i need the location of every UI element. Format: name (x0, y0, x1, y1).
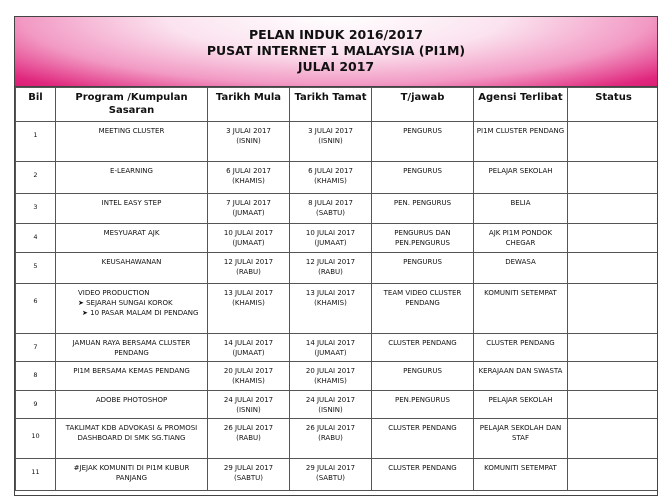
cell-bil: 9 (16, 391, 56, 419)
col-header-tjawab: T/jawab (372, 88, 474, 122)
date: 20 JULAI 2017 (305, 367, 356, 375)
day: (SABTU) (315, 209, 346, 217)
day: (KHAMIS) (232, 299, 265, 307)
cell-bil: 2 (16, 162, 56, 194)
cell-tarikh-mula (208, 122, 290, 162)
cell-tarikh-mula (208, 162, 290, 194)
cell-agensi: KERAJAAN DAN SWASTA (474, 362, 568, 391)
cell-bil: 4 (16, 224, 56, 253)
table-row (16, 224, 659, 253)
date: 13 JULAI 2017 (223, 289, 274, 297)
cell-status (568, 122, 659, 162)
cell-tarikh-tamat (290, 253, 372, 284)
header-banner (15, 17, 657, 87)
date: 12 JULAI 2017 (305, 258, 356, 266)
cell-program: MEETING CLUSTER (56, 122, 208, 162)
date: 20 JULAI 2017 (223, 367, 274, 375)
date: 12 JULAI 2017 (223, 258, 274, 266)
table-row (16, 122, 659, 162)
day: (KHAMIS) (232, 177, 265, 185)
date: 13 JULAI 2017 (305, 289, 356, 297)
cell-bil: 11 (16, 459, 56, 491)
cell-tjawab: PEN. PENGURUS (372, 194, 474, 224)
day: (JUMAAT) (232, 239, 265, 247)
subitem-wrap (78, 309, 198, 317)
day: (KHAMIS) (314, 177, 347, 185)
cell-tarikh-mula (208, 459, 290, 491)
cell-tjawab: TEAM VIDEO CLUSTER PENDANG (372, 284, 474, 334)
program-subitem: 10 PASAR MALAM DI PENDANG (90, 309, 199, 317)
title-line-1: PELAN INDUK 2016/2017 (249, 27, 423, 42)
cell-bil: 7 (16, 334, 56, 362)
cell-tarikh-tamat (290, 419, 372, 459)
date: 29 JULAI 2017 (223, 464, 274, 472)
cell-tjawab: CLUSTER PENDANG (372, 459, 474, 491)
cell-bil: 8 (16, 362, 56, 391)
cell-tjawab: PENGURUS (372, 253, 474, 284)
col-header-tarikh-tamat: Tarikh Tamat (290, 88, 372, 122)
table-row (16, 162, 659, 194)
day: (ISNIN) (236, 406, 261, 414)
cell-bil: 1 (16, 122, 56, 162)
cell-program: JAMUAN RAYA BERSAMA CLUSTER PENDANG (56, 334, 208, 362)
table-row (16, 284, 659, 334)
cell-program: TAKLIMAT KDB ADVOKASI & PROMOSI DASHBOARD DI SMK SG.TIANG (56, 419, 208, 459)
day: (RABU) (318, 434, 343, 442)
day: (RABU) (236, 268, 261, 276)
arrow-bullet-icon: ➤ (78, 299, 84, 307)
table-row (16, 419, 659, 459)
cell-tarikh-tamat (290, 122, 372, 162)
cell-status (568, 224, 659, 253)
date: 10 JULAI 2017 (305, 229, 356, 237)
cell-tarikh-tamat (290, 224, 372, 253)
cell-tarikh-tamat (290, 391, 372, 419)
cell-status (568, 391, 659, 419)
cell-status (568, 194, 659, 224)
cell-tarikh-tamat (290, 194, 372, 224)
day: (SABTU) (233, 474, 264, 482)
cell-status (568, 459, 659, 491)
header-row (16, 88, 659, 122)
table-row (16, 362, 659, 391)
day: (KHAMIS) (232, 377, 265, 385)
cell-tjawab: PENGURUS (372, 122, 474, 162)
document-sheet (14, 16, 658, 496)
cell-tjawab: PEN.PENGURUS (372, 391, 474, 419)
date: 14 JULAI 2017 (223, 339, 274, 347)
date: 3 JULAI 2017 (226, 127, 271, 135)
table-row (16, 194, 659, 224)
cell-tarikh-mula (208, 194, 290, 224)
date: 6 JULAI 2017 (226, 167, 271, 175)
date: 10 JULAI 2017 (223, 229, 274, 237)
day: (ISNIN) (318, 137, 343, 145)
date: 3 JULAI 2017 (308, 127, 353, 135)
date: 29 JULAI 2017 (305, 464, 356, 472)
cell-agensi: CLUSTER PENDANG (474, 334, 568, 362)
date: 7 JULAI 2017 (226, 199, 271, 207)
cell-program: ADOBE PHOTOSHOP (56, 391, 208, 419)
cell-program: E-LEARNING (56, 162, 208, 194)
cell-agensi: DEWASA (474, 253, 568, 284)
program-title: VIDEO PRODUCTION (78, 289, 150, 297)
day: (KHAMIS) (314, 299, 347, 307)
day: (RABU) (318, 268, 343, 276)
date: 26 JULAI 2017 (305, 424, 356, 432)
cell-tjawab: PENGURUS (372, 362, 474, 391)
cell-tarikh-mula (208, 362, 290, 391)
cell-status (568, 253, 659, 284)
cell-agensi: AJK PI1M PONDOK CHEGAR (474, 224, 568, 253)
title-line-2: PUSAT INTERNET 1 MALAYSIA (PI1M) (206, 43, 466, 58)
cell-tarikh-tamat (290, 362, 372, 391)
date: 14 JULAI 2017 (305, 339, 356, 347)
day: (JUMAAT) (232, 209, 265, 217)
program-subitem: SEJARAH SUNGAI KOROK (86, 299, 173, 307)
cell-tjawab: PENGURUS (372, 162, 474, 194)
cell-status (568, 162, 659, 194)
day: (JUMAAT) (232, 349, 265, 357)
cell-agensi: KOMUNITI SETEMPAT (474, 284, 568, 334)
date: 24 JULAI 2017 (305, 396, 356, 404)
cell-tarikh-mula (208, 391, 290, 419)
cell-tarikh-tamat (290, 459, 372, 491)
cell-tarikh-tamat (290, 284, 372, 334)
schedule-table (15, 87, 658, 491)
cell-status (568, 334, 659, 362)
date: 8 JULAI 2017 (308, 199, 353, 207)
cell-program: INTEL EASY STEP (56, 194, 208, 224)
cell-tarikh-tamat (290, 162, 372, 194)
cell-tarikh-mula (208, 419, 290, 459)
day: (JUMAAT) (314, 349, 347, 357)
cell-tjawab: CLUSTER PENDANG (372, 334, 474, 362)
cell-tjawab: CLUSTER PENDANG (372, 419, 474, 459)
cell-program (56, 284, 208, 334)
day: (ISNIN) (236, 137, 261, 145)
cell-program: PI1M BERSAMA KEMAS PENDANG (56, 362, 208, 391)
date: 24 JULAI 2017 (223, 396, 274, 404)
cell-agensi: PELAJAR SEKOLAH (474, 162, 568, 194)
col-header-tarikh-mula: Tarikh Mula (208, 88, 290, 122)
day: (KHAMIS) (314, 377, 347, 385)
table-row (16, 459, 659, 491)
day: (JUMAAT) (314, 239, 347, 247)
cell-tjawab: PENGURUS DAN PEN.PENGURUS (372, 224, 474, 253)
date: 6 JULAI 2017 (308, 167, 353, 175)
date: 26 JULAI 2017 (223, 424, 274, 432)
cell-bil: 3 (16, 194, 56, 224)
day: (RABU) (236, 434, 261, 442)
col-header-program: Program /Kumpulan Sasaran (56, 88, 208, 122)
cell-tarikh-mula (208, 224, 290, 253)
cell-agensi: PI1M CLUSTER PENDANG (474, 122, 568, 162)
col-header-bil: Bil (16, 88, 56, 122)
cell-program: KEUSAHAWANAN (56, 253, 208, 284)
cell-tarikh-mula (208, 253, 290, 284)
cell-tarikh-mula (208, 334, 290, 362)
table-row (16, 391, 659, 419)
cell-status (568, 362, 659, 391)
cell-status (568, 419, 659, 459)
day: (ISNIN) (318, 406, 343, 414)
cell-tarikh-tamat (290, 334, 372, 362)
cell-status (568, 284, 659, 334)
cell-bil: 10 (16, 419, 56, 459)
cell-tarikh-mula (208, 284, 290, 334)
col-header-agensi: Agensi Terlibat (474, 88, 568, 122)
cell-bil: 6 (16, 284, 56, 334)
title-line-3: JULAI 2017 (297, 59, 375, 74)
cell-agensi: PELAJAR SEKOLAH DAN STAF (474, 419, 568, 459)
col-header-status: Status (568, 88, 659, 122)
cell-agensi: BELIA (474, 194, 568, 224)
cell-program: MESYUARAT AJK (56, 224, 208, 253)
day: (SABTU) (315, 474, 346, 482)
cell-agensi: PELAJAR SEKOLAH (474, 391, 568, 419)
arrow-bullet-icon: ➤ (82, 309, 88, 317)
table-row (16, 334, 659, 362)
cell-bil: 5 (16, 253, 56, 284)
cell-program: #JEJAK KOMUNITI DI PI1M KUBUR PANJANG (56, 459, 208, 491)
table-row (16, 253, 659, 284)
cell-agensi: KOMUNITI SETEMPAT (474, 459, 568, 491)
